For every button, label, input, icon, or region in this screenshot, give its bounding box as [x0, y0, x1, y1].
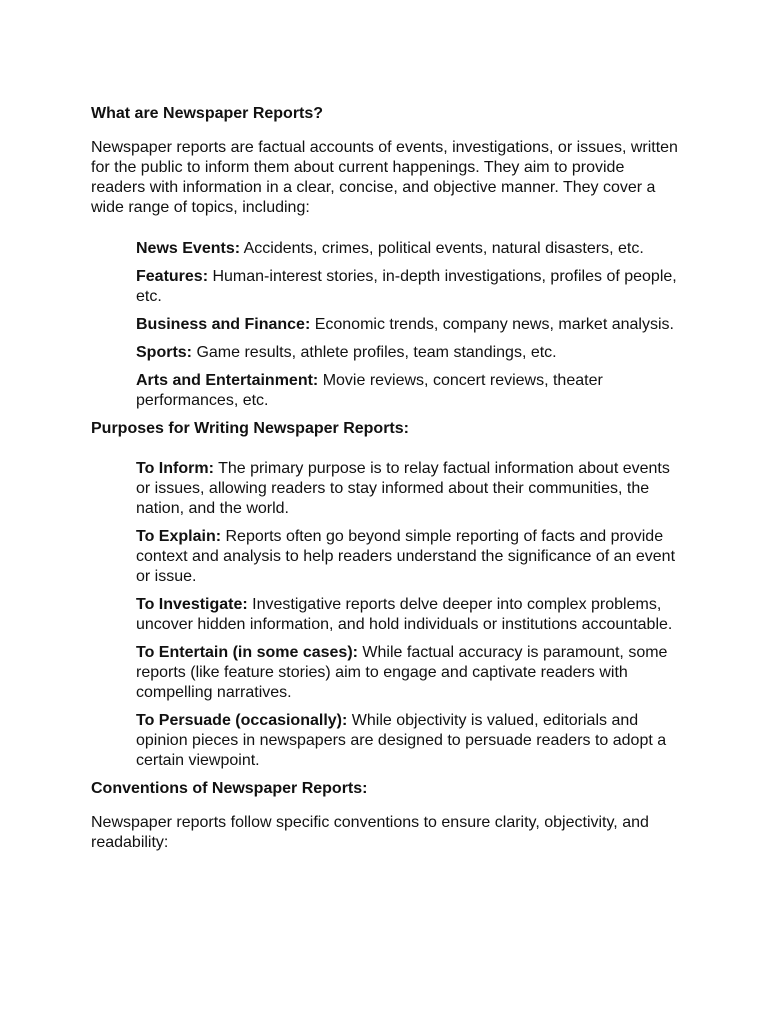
item-term: Business and Finance: [136, 316, 311, 333]
item-term: Features: [136, 268, 209, 285]
item-term: Arts and Entertainment: [136, 372, 319, 389]
list-item [136, 315, 681, 335]
list-item [136, 239, 681, 259]
item-term: Sports: [136, 344, 192, 361]
item-text: While objectivity is valued, editorials and opinion pieces in newspapers are designed to persuade readers to adopt a certain viewpoint. [136, 712, 667, 769]
item-text: Reports often go beyond simple reporting of facts and provide context and analysis to help readers understand the significance of an event or issue. [136, 528, 676, 585]
item-text: Movie reviews, concert reviews, theater performances, etc. [136, 372, 603, 409]
item-text: Accidents, crimes, political events, natural disasters, etc. [240, 240, 644, 257]
item-term: To Investigate: [136, 596, 248, 613]
item-term: News Events: [136, 240, 241, 257]
item-term: To Persuade (occasionally): [136, 712, 348, 729]
item-text: Human-interest stories, in-depth investigations, profiles of people, etc. [136, 268, 677, 305]
item-term: To Explain: [136, 528, 222, 545]
section-heading-what-are-reports: What are Newspaper Reports? [91, 105, 324, 122]
item-text: While factual accuracy is paramount, some reports (like feature stories) aim to engage and captivate readers with compelling narratives. [136, 644, 668, 701]
list-item [136, 527, 681, 587]
list-item [136, 643, 681, 703]
purposes-list [91, 459, 681, 771]
list-item [136, 459, 681, 519]
item-text: The primary purpose is to relay factual information about events or issues, allowing readers to stay informed about their communities, the nation, and the world. [136, 460, 670, 517]
list-item [136, 267, 681, 307]
item-text: Game results, athlete profiles, team standings, etc. [192, 344, 557, 361]
item-text: Investigative reports delve deeper into complex problems, uncover hidden information, and hold individuals or institutions accountable. [136, 596, 673, 633]
item-term: To Inform: [136, 460, 214, 477]
list-item [136, 595, 681, 635]
item-text: Economic trends, company news, market analysis. [310, 316, 674, 333]
section-intro-paragraph: Newspaper reports are factual accounts of events, investigations, or issues, written for the public to inform them about current happenings. They aim to provide readers with information in a clear, concise, and objective manner. They cover a wide range of topics, including: [91, 139, 678, 216]
list-item [136, 343, 681, 363]
section-heading-conventions: Conventions of Newspaper Reports: [91, 780, 368, 797]
item-term: To Entertain (in some cases): [136, 644, 358, 661]
list-item [136, 371, 681, 411]
section-intro-paragraph: Newspaper reports follow specific conventions to ensure clarity, objectivity, and readability: [91, 814, 649, 851]
section-heading-purposes: Purposes for Writing Newspaper Reports: [91, 420, 409, 437]
list-item [136, 711, 681, 771]
topics-list [91, 239, 681, 411]
